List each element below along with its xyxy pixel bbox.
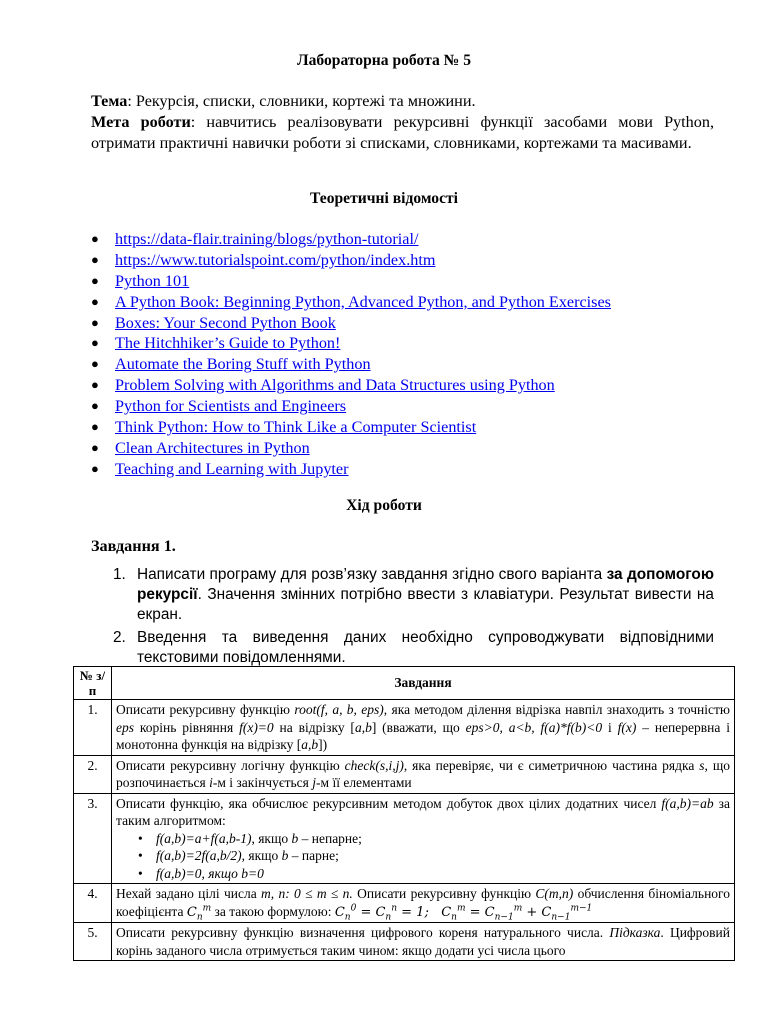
goal-paragraph xyxy=(91,112,714,154)
reference-link[interactable]: https://www.tutorialspoint.com/python/index.htm xyxy=(115,250,436,269)
reference-link[interactable]: A Python Book: Beginning Python, Advanced Python, and Python Exercises xyxy=(115,292,611,311)
task-cell xyxy=(112,700,735,756)
table-row xyxy=(74,793,735,884)
formula: C(m,n) xyxy=(535,886,574,901)
list-item xyxy=(91,417,611,438)
formula: eps xyxy=(116,719,134,735)
list-item xyxy=(113,628,714,668)
text: Описати рекурсивну функцію визначення цифрового кореня натурального числа. xyxy=(116,925,610,940)
text: Описати рекурсивну логічну функцію xyxy=(116,757,345,773)
topic-text: : Рекурсія, списки, словники, кортежі та множини. xyxy=(127,92,476,110)
list-item xyxy=(91,250,611,271)
formula: root(f, a, b, eps) xyxy=(294,702,384,717)
formula: b xyxy=(281,848,289,863)
item-number: 1. xyxy=(113,566,126,583)
item-text: Введення та виведення даних необхідно супроводжувати відповідними текстовими повідомленнями. xyxy=(137,629,714,666)
bullet-icon: ● xyxy=(91,231,99,246)
item-number: 2. xyxy=(113,629,126,646)
column-header-task: Завдання xyxy=(112,667,735,700)
formula: a,b xyxy=(354,719,372,735)
table-header-row xyxy=(74,667,735,700)
text: Описати рекурсивну функцію xyxy=(352,886,536,901)
reference-links-list xyxy=(91,229,611,480)
text: , якщо xyxy=(251,830,292,846)
text: на відрізку [ xyxy=(273,719,355,735)
text: ] (вважати, що xyxy=(371,719,466,735)
formula: f(a,b)=0, якщо b=0 xyxy=(156,865,264,881)
text: за таким алгоритмом: xyxy=(116,795,731,828)
reference-link[interactable]: Teaching and Learning with Jupyter xyxy=(115,459,349,478)
list-item xyxy=(91,375,611,396)
text: ]) xyxy=(318,737,328,752)
text: , яка перевіряє, чи є симетричною частина рядка xyxy=(403,757,700,773)
formula: a,b xyxy=(301,737,319,752)
row-number: 2. xyxy=(74,755,112,793)
bullet-icon: ● xyxy=(91,314,99,330)
text: – неперервна і монотонна функція на відрізку [ xyxy=(116,719,730,752)
text: Описати функцію, яка обчислює рекурсивним методом добуток двох цілих додатних чисел xyxy=(116,795,662,811)
formula: s xyxy=(699,757,705,773)
hint-label: Підказка xyxy=(609,925,661,940)
goal-label: Мета роботи xyxy=(91,113,191,131)
bullet-icon: ● xyxy=(91,293,99,309)
row-number: 4. xyxy=(74,884,112,923)
list-item xyxy=(138,865,730,883)
binomial-formula: $C_n^0 = C_n^n = 1$; $C_n^m = C_{n-1}^m + C_{n-1}^{m-1}$ xyxy=(334,903,593,923)
list-item xyxy=(91,459,611,480)
text: . Цифровий корінь заданого числа отримується таким чином: якщо додати усі числа цього xyxy=(116,925,730,958)
task-cell xyxy=(112,793,735,884)
table-row xyxy=(74,923,735,961)
text: – непарне; xyxy=(298,830,362,846)
bullet-icon: ● xyxy=(91,356,99,372)
text: , що розпочинається xyxy=(116,757,730,790)
row-number: 5. xyxy=(74,923,112,961)
text: Нехай задано цілі числа xyxy=(116,886,262,901)
binomial-symbol: $C_n^m$ xyxy=(186,903,212,923)
row-number: 1. xyxy=(74,700,112,756)
list-item xyxy=(138,830,730,848)
list-item xyxy=(113,565,714,625)
topic-paragraph xyxy=(91,91,714,112)
formula: m, n: 0 ≤ m ≤ n. xyxy=(261,886,353,901)
task-instructions-list xyxy=(113,565,714,671)
table-row xyxy=(74,700,735,756)
theory-heading: Теоретичні відомості xyxy=(309,190,459,207)
formula: f(x) xyxy=(617,719,637,735)
formula: f(x)=0 xyxy=(239,719,274,735)
text: корінь рівняння xyxy=(134,719,240,735)
list-item xyxy=(138,847,730,865)
reference-link[interactable]: Boxes: Your Second Python Book xyxy=(115,313,336,332)
item-bold-text: за допомогою рекурсії xyxy=(137,566,714,603)
reference-link[interactable]: Clean Architectures in Python xyxy=(115,438,310,457)
bullet-icon: ● xyxy=(91,272,99,288)
list-item xyxy=(91,438,611,459)
text: , якщо xyxy=(241,848,282,863)
reference-link[interactable]: Python 101 xyxy=(115,271,190,290)
column-header-number: № з/п xyxy=(74,667,112,700)
progress-heading: Хід роботи xyxy=(346,497,422,514)
text: -м і закінчується xyxy=(212,775,313,790)
text: -м її елементами xyxy=(316,775,412,790)
formula: check(s,i,j) xyxy=(344,757,404,773)
formula: b xyxy=(291,830,299,846)
list-item xyxy=(91,396,611,417)
table-row xyxy=(74,755,735,793)
bullet-icon: ● xyxy=(91,398,99,414)
text: Описати рекурсивну функцію xyxy=(116,702,295,717)
bullet-icon: ● xyxy=(91,439,99,455)
list-item xyxy=(91,313,611,334)
reference-link[interactable]: Problem Solving with Algorithms and Data Structures using Python xyxy=(115,376,555,395)
bullet-icon: ● xyxy=(91,335,99,351)
goal-text: : навчитись реалізовувати рекурсивні функції засобами мови Python, отримати практичні навички роботи зі списками, словниками, кортежами та масивами. xyxy=(91,113,714,152)
bullet-icon: ● xyxy=(91,377,99,393)
bullet-icon: ● xyxy=(91,460,99,476)
list-item xyxy=(91,292,611,313)
task-cell xyxy=(112,884,735,923)
reference-link[interactable]: Python for Scientists and Engineers xyxy=(115,397,347,416)
text: за такою формулою: xyxy=(211,903,335,919)
reference-link[interactable]: Automate the Boring Stuff with Python xyxy=(115,355,371,374)
tasks-table xyxy=(73,666,735,961)
table-row xyxy=(74,884,735,923)
item-text: Написати програму для розв’язку завдання згідно свого варіанта xyxy=(137,566,607,583)
bullet-icon: ● xyxy=(91,251,99,267)
formula: f(a,b)=a+f(a,b-1) xyxy=(156,830,252,846)
algorithm-list xyxy=(116,830,730,883)
task-cell xyxy=(112,923,735,961)
formula: eps>0, a<b, f(a)*f(b)<0 xyxy=(465,719,603,735)
item-text-end: . Значення змінних потрібно ввести з клавіатури. Результат вивести на екран. xyxy=(137,586,714,623)
reference-link[interactable]: https://data-flair.training/blogs/python-tutorial/ xyxy=(115,230,419,248)
text: обчислення біноміального коефіцієнта xyxy=(116,886,730,919)
topic-label: Тема xyxy=(91,92,128,110)
formula: f(a,b)=ab xyxy=(661,795,714,811)
list-item xyxy=(91,271,611,292)
text: – парне; xyxy=(288,848,339,863)
list-item xyxy=(91,354,611,375)
text: , яка методом ділення відрізка навпіл знаходить з точністю xyxy=(383,702,730,717)
list-item xyxy=(91,333,611,354)
reference-link[interactable]: The Hitchhiker’s Guide to Python! xyxy=(115,334,341,353)
formula: f(a,b)=2f(a,b/2) xyxy=(156,848,242,863)
task-cell xyxy=(112,755,735,793)
formula: i xyxy=(209,775,213,790)
row-number: 3. xyxy=(74,793,112,884)
formula: j xyxy=(312,775,317,790)
page-title: Лабораторна робота № 5 xyxy=(296,52,472,69)
task-heading: Завдання 1. xyxy=(91,537,176,555)
list-item xyxy=(91,229,611,250)
text: і xyxy=(602,719,618,735)
bullet-icon: ● xyxy=(91,419,99,435)
reference-link[interactable]: Think Python: How to Think Like a Computer Scientist xyxy=(115,418,477,437)
